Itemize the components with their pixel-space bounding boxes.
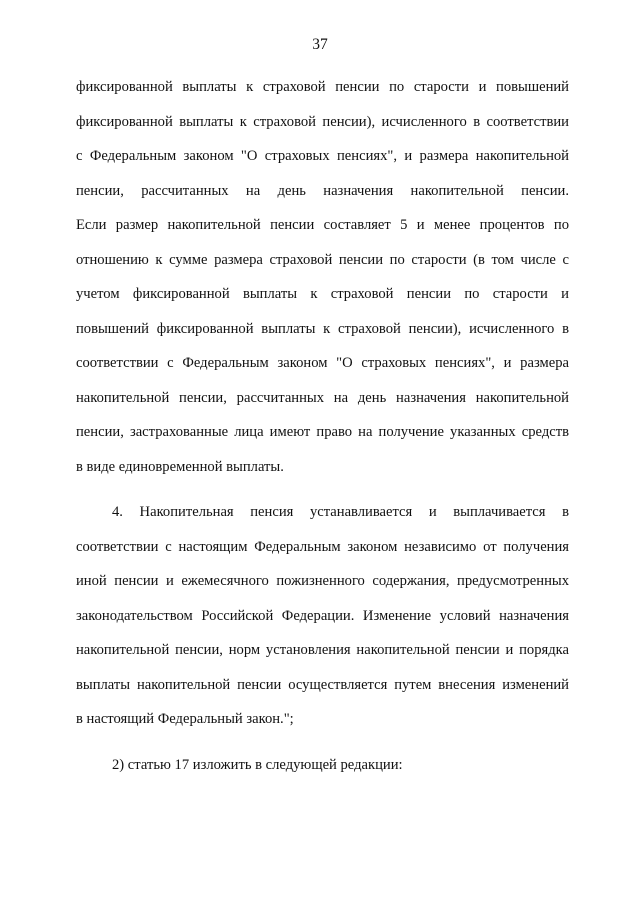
text-line: в настоящий Федеральный закон."; (76, 711, 294, 727)
document-body (76, 70, 569, 782)
text-line: пенсии, застрахованные лица имеют право на получение указанных средств (76, 424, 569, 440)
text-line: накопительной пенсии, норм установления накопительной пенсии и порядка (76, 642, 569, 658)
text-line: 2) статью 17 изложить в следующей редакции: (112, 756, 403, 773)
text-line: законодательством Российской Федерации. Изменение условий назначения (76, 607, 569, 624)
text-line: иной пенсии и ежемесячного пожизненного содержания, предусмотренных (76, 573, 569, 589)
text-line: выплаты накопительной пенсии осуществляется путем внесения изменений (76, 676, 569, 693)
text-line: соответствии с Федеральным законом "О страховых пенсиях", и размера (76, 355, 569, 371)
text-line: фиксированной выплаты к страховой пенсии), исчисленного в соответствии (76, 113, 569, 130)
paragraph-1 (76, 70, 569, 484)
text-line: учетом фиксированной выплаты к страховой пенсии по старости и (76, 286, 569, 302)
paragraph-2 (76, 495, 569, 737)
text-line: повышений фиксированной выплаты к страховой пенсии), исчисленного в (76, 320, 569, 337)
page-number: 37 (312, 36, 328, 53)
text-line: Если размер накопительной пенсии составляет 5 и менее процентов по (76, 217, 569, 233)
text-line: отношению к сумме размера страховой пенсии по старости (в том числе с (76, 251, 569, 268)
paragraph-3 (76, 748, 569, 783)
text-line: фиксированной выплаты к страховой пенсии по старости и повышений (76, 79, 569, 95)
text-line: в виде единовременной выплаты. (76, 458, 284, 475)
text-line: пенсии, рассчитанных на день назначения накопительной пенсии. (76, 182, 569, 199)
text-line: накопительной пенсии, рассчитанных на день назначения накопительной (76, 389, 569, 406)
text-line: соответствии с настоящим Федеральным законом независимо от получения (76, 538, 569, 555)
text-line: 4. Накопительная пенсия устанавливается и выплачивается в (112, 504, 569, 520)
text-line: с Федеральным законом "О страховых пенсиях", и размера накопительной (76, 148, 569, 164)
